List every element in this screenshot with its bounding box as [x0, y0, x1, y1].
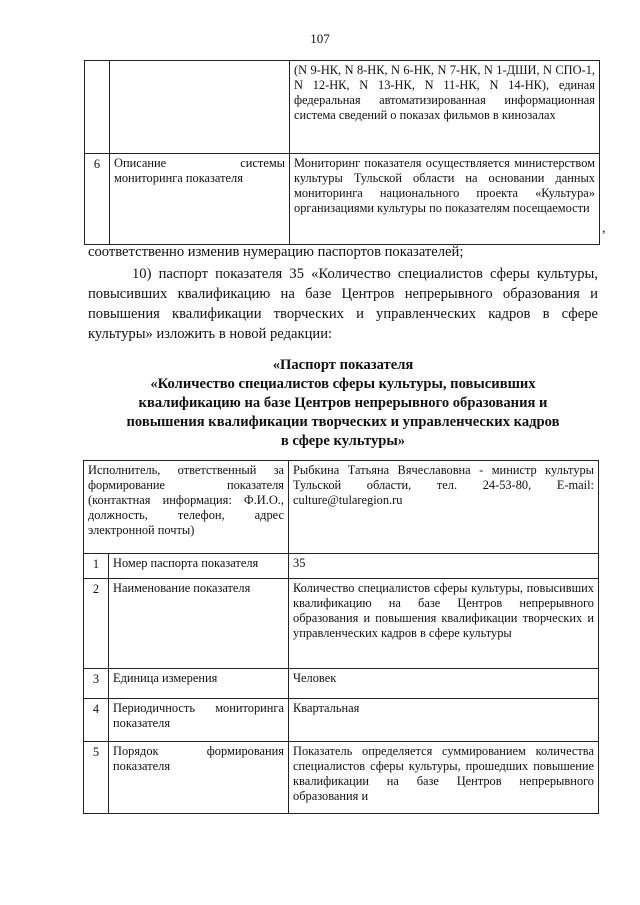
row-number: 4: [84, 699, 109, 742]
paragraph-amendment: 10) паспорт показателя 35 «Количество специалистов сферы культуры, повысивших квалификацию на базе Центров непрерывного образования и повышения квалификации творческих и управленческих кадров в сфере культуры» изложить в новой редакции:: [88, 266, 598, 342]
monitoring-system-value: Мониторинг показателя осуществляется министерством культуры Тульской области на основании данных мониторинга национального проекта «Культура» организациями культуры по показателям посещаемости: [290, 154, 600, 245]
heading-line: квалификацию на базе Центров непрерывного образования и: [138, 395, 548, 411]
table-row: [85, 61, 600, 154]
executor-label: Исполнитель, ответственный за формирование показателя (контактная информация: Ф.И.О., должность, телефон, адрес электронной почты): [84, 461, 289, 554]
table-row: [84, 554, 599, 579]
monitoring-system-label: Описание системы мониторинга показателя: [110, 154, 290, 245]
table-row: [84, 742, 599, 814]
row-label: Наименование показателя: [109, 579, 289, 669]
row-number: 1: [84, 554, 109, 579]
heading-line: «Количество специалистов сферы культуры, повысивших: [150, 376, 536, 392]
row-value: 35: [289, 554, 599, 579]
row-number: 3: [84, 669, 109, 699]
indicator-passport-table: [83, 460, 599, 814]
row-number-cell: [85, 61, 110, 154]
table-row: [84, 461, 599, 554]
row-label: Номер паспорта показателя: [109, 554, 289, 579]
trailing-comma: ,: [602, 221, 606, 236]
row-label-cell: [110, 61, 290, 154]
table-row: [85, 154, 600, 245]
row-label: Порядок формирования показателя: [109, 742, 289, 814]
heading-line: в сфере культуры»: [280, 433, 406, 449]
row-label: Периодичность мониторинга показателя: [109, 699, 289, 742]
table-row: [84, 579, 599, 669]
row-label: Единица измерения: [109, 669, 289, 699]
row-value: Квартальная: [289, 699, 599, 742]
executor-value: Рыбкина Татьяна Вячеславовна - министр культуры Тульской области, тел. 24-53-80, E-mail: culture@tularegion.ru: [289, 461, 599, 554]
row-value: Человек: [289, 669, 599, 699]
page-number: 107: [310, 31, 330, 46]
heading-line: повышения квалификации творческих и управленческих кадров: [126, 414, 560, 430]
passport-heading: [88, 356, 598, 451]
row-number: 5: [84, 742, 109, 814]
table-row: [84, 669, 599, 699]
paragraph-renumbering: соответственно изменив нумерацию паспортов показателей;: [88, 244, 464, 260]
row-value: Количество специалистов сферы культуры, повысивших квалификацию на базе Центров непрерывного образования и повышения квалификации творческих и управленческих кадров в сфере культуры: [289, 579, 599, 669]
heading-line: «Паспорт показателя: [272, 357, 414, 373]
data-sources-continuation: (N 9-НК, N 8-НК, N 6-НК, N 7-НК, N 1-ДШИ, N СПО-1, N 12-НК, N 13-НК, N 11-НК, N 14-НК), единая федеральная автоматизированная информационная система сведений о показах фильмов в кинозалах: [290, 61, 600, 154]
row-number: 2: [84, 579, 109, 669]
row-number: 6: [85, 154, 110, 245]
row-value: Показатель определяется суммированием количества специалистов сферы культуры, прошедших повышение квалификации на базе Центров непрерывного образования и: [289, 742, 599, 814]
table-row: [84, 699, 599, 742]
indicator-table-continuation: [84, 60, 600, 245]
